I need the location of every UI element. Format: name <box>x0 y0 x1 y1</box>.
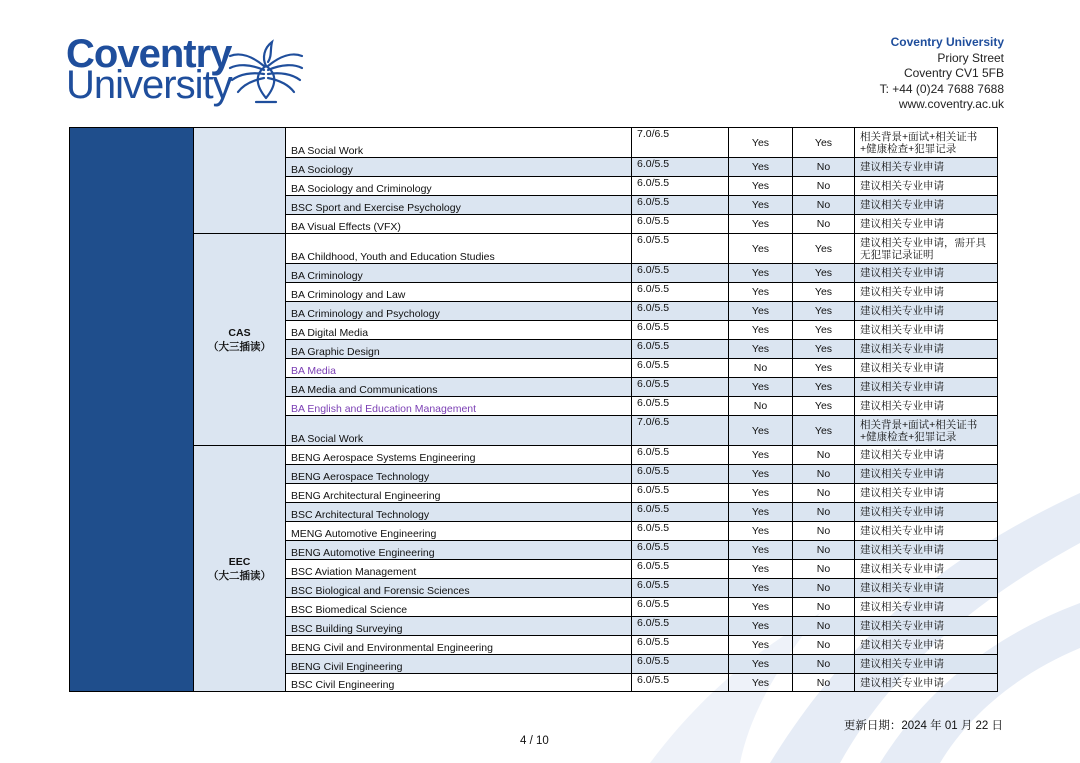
score-requirement: 6.0/5.5 <box>632 397 729 416</box>
course-name: BA Sociology <box>286 158 632 177</box>
course-name: BSC Building Surveying <box>286 617 632 636</box>
address-phone: T: +44 (0)24 7688 7688 <box>879 81 1004 96</box>
department-name: EEC <box>228 555 251 568</box>
flag-a: Yes <box>729 378 793 397</box>
flag-a: Yes <box>729 302 793 321</box>
course-name: BA Criminology and Law <box>286 283 632 302</box>
note-cell: 建议相关专业申请 <box>855 522 998 541</box>
score-requirement: 7.0/6.5 <box>632 416 729 446</box>
score-requirement: 6.0/5.5 <box>632 636 729 655</box>
course-name: BA Media and Communications <box>286 378 632 397</box>
flag-b: No <box>793 215 855 234</box>
flag-a: Yes <box>729 196 793 215</box>
department-cell <box>194 446 286 692</box>
table-row <box>70 446 998 465</box>
score-requirement: 6.0/5.5 <box>632 484 729 503</box>
flag-a: Yes <box>729 416 793 446</box>
update-date: 更新日期：2024 年 01 月 22 日 <box>843 720 1003 732</box>
note-cell: 建议相关专业申请 <box>855 674 998 692</box>
note-cell: 建议相关专业申请 <box>855 579 998 598</box>
course-name: BSC Sport and Exercise Psychology <box>286 196 632 215</box>
address-website[interactable]: www.coventry.ac.uk <box>898 97 1004 111</box>
note-cell: 建议相关专业申请 <box>855 465 998 484</box>
course-name: BSC Civil Engineering <box>286 674 632 692</box>
score-requirement: 6.0/5.5 <box>632 541 729 560</box>
flag-a: Yes <box>729 177 793 196</box>
score-requirement: 6.0/5.5 <box>632 196 729 215</box>
phoenix-icon <box>226 36 306 106</box>
logo-line-1: Coventry <box>66 32 232 76</box>
score-requirement: 6.0/5.5 <box>632 215 729 234</box>
department-name: CAS <box>228 326 251 339</box>
note-cell: 建议相关专业申请 <box>855 636 998 655</box>
flag-b: No <box>793 484 855 503</box>
flag-a: Yes <box>729 234 793 264</box>
coventry-logo <box>66 32 306 108</box>
score-requirement: 6.0/5.5 <box>632 264 729 283</box>
course-name: BA Visual Effects (VFX) <box>286 215 632 234</box>
flag-b: Yes <box>793 378 855 397</box>
score-requirement: 6.0/5.5 <box>632 234 729 264</box>
flag-b: No <box>793 674 855 692</box>
note-cell: 建议相关专业申请 <box>855 446 998 465</box>
note-cell: 相关背景+面试+相关证书+健康检查+犯罪记录 <box>855 416 998 446</box>
score-requirement: 6.0/5.5 <box>632 465 729 484</box>
score-requirement: 6.0/5.5 <box>632 340 729 359</box>
course-name: BA Graphic Design <box>286 340 632 359</box>
flag-b: No <box>793 541 855 560</box>
flag-a: Yes <box>729 503 793 522</box>
flag-b: No <box>793 655 855 674</box>
note-cell: 建议相关专业申请 <box>855 215 998 234</box>
score-requirement: 6.0/5.5 <box>632 655 729 674</box>
score-requirement: 6.0/5.5 <box>632 321 729 340</box>
score-requirement: 6.0/5.5 <box>632 598 729 617</box>
flag-b: No <box>793 503 855 522</box>
flag-a: Yes <box>729 158 793 177</box>
flag-b: No <box>793 177 855 196</box>
flag-b: Yes <box>793 128 855 158</box>
course-name: BA Media <box>286 359 632 378</box>
score-requirement: 6.0/5.5 <box>632 177 729 196</box>
table-row <box>70 128 998 158</box>
course-name: BA Social Work <box>286 128 632 158</box>
note-cell: 建议相关专业申请 <box>855 321 998 340</box>
flag-a: Yes <box>729 283 793 302</box>
note-cell: 建议相关专业申请 <box>855 264 998 283</box>
flag-b: Yes <box>793 397 855 416</box>
note-cell: 建议相关专业申请 <box>855 196 998 215</box>
flag-b: Yes <box>793 321 855 340</box>
note-cell: 建议相关专业申请 <box>855 177 998 196</box>
course-name: BA English and Education Management <box>286 397 632 416</box>
course-name: BENG Aerospace Technology <box>286 465 632 484</box>
note-cell: 建议相关专业申请 <box>855 503 998 522</box>
course-name: BENG Civil and Environmental Engineering <box>286 636 632 655</box>
flag-b: No <box>793 196 855 215</box>
flag-b: No <box>793 598 855 617</box>
score-requirement: 6.0/5.5 <box>632 674 729 692</box>
flag-a: Yes <box>729 522 793 541</box>
address-city: Coventry CV1 5FB <box>903 66 1004 80</box>
course-name: BSC Aviation Management <box>286 560 632 579</box>
flag-a: Yes <box>729 484 793 503</box>
course-table <box>69 127 997 690</box>
note-cell: 相关背景+面试+相关证书+健康检查+犯罪记录 <box>855 128 998 158</box>
flag-b: Yes <box>793 340 855 359</box>
course-table-body <box>70 128 998 692</box>
flag-a: Yes <box>729 446 793 465</box>
note-cell: 建议相关专业申请 <box>855 598 998 617</box>
department-sub: （大二插读） <box>208 569 271 582</box>
flag-a: Yes <box>729 579 793 598</box>
score-requirement: 6.0/5.5 <box>632 579 729 598</box>
course-name: BSC Biomedical Science <box>286 598 632 617</box>
course-name: BA Criminology <box>286 264 632 283</box>
note-cell: 建议相关专业申请 <box>855 340 998 359</box>
flag-b: No <box>793 617 855 636</box>
flag-a: Yes <box>729 636 793 655</box>
address-street: Priory Street <box>937 50 1004 65</box>
note-cell: 建议相关专业申请 <box>855 378 998 397</box>
page-number: 4 / 10 <box>520 735 549 747</box>
score-requirement: 6.0/5.5 <box>632 503 729 522</box>
address-org: Coventry University <box>890 35 1004 49</box>
score-requirement: 7.0/6.5 <box>632 128 729 158</box>
score-requirement: 6.0/5.5 <box>632 283 729 302</box>
flag-b: No <box>793 446 855 465</box>
flag-b: Yes <box>793 302 855 321</box>
score-requirement: 6.0/5.5 <box>632 359 729 378</box>
note-cell: 建议相关专业申请 <box>855 541 998 560</box>
course-name: BA Social Work <box>286 416 632 446</box>
department-sub: （大三插读） <box>208 340 271 353</box>
course-name: BENG Automotive Engineering <box>286 541 632 560</box>
course-name: BSC Architectural Technology <box>286 503 632 522</box>
flag-b: No <box>793 579 855 598</box>
score-requirement: 6.0/5.5 <box>632 302 729 321</box>
flag-b: Yes <box>793 264 855 283</box>
flag-a: Yes <box>729 655 793 674</box>
department-cell <box>194 234 286 446</box>
course-name: BA Criminology and Psychology <box>286 302 632 321</box>
flag-a: Yes <box>729 340 793 359</box>
flag-b: No <box>793 560 855 579</box>
course-name: BENG Civil Engineering <box>286 655 632 674</box>
note-cell: 建议相关专业申请 <box>855 283 998 302</box>
score-requirement: 6.0/5.5 <box>632 446 729 465</box>
score-requirement: 6.0/5.5 <box>632 560 729 579</box>
flag-a: Yes <box>729 321 793 340</box>
flag-a: Yes <box>729 674 793 692</box>
flag-b: Yes <box>793 283 855 302</box>
course-name: BSC Biological and Forensic Sciences <box>286 579 632 598</box>
score-requirement: 6.0/5.5 <box>632 617 729 636</box>
flag-a: Yes <box>729 264 793 283</box>
flag-a: Yes <box>729 541 793 560</box>
left-color-bar <box>70 128 194 692</box>
flag-a: Yes <box>729 598 793 617</box>
flag-b: No <box>793 522 855 541</box>
flag-a: Yes <box>729 465 793 484</box>
course-name: BA Sociology and Criminology <box>286 177 632 196</box>
flag-a: Yes <box>729 617 793 636</box>
note-cell: 建议相关专业申请 <box>855 617 998 636</box>
flag-b: Yes <box>793 359 855 378</box>
flag-b: No <box>793 158 855 177</box>
note-cell: 建议相关专业申请 <box>855 560 998 579</box>
course-name: BENG Architectural Engineering <box>286 484 632 503</box>
score-requirement: 6.0/5.5 <box>632 522 729 541</box>
flag-a: Yes <box>729 560 793 579</box>
flag-b: Yes <box>793 416 855 446</box>
course-name: MENG Automotive Engineering <box>286 522 632 541</box>
department-cell <box>194 128 286 234</box>
note-cell: 建议相关专业申请 <box>855 397 998 416</box>
logo-line-2: University <box>66 63 232 107</box>
course-name: BENG Aerospace Systems Engineering <box>286 446 632 465</box>
note-cell: 建议相关专业申请 <box>855 359 998 378</box>
flag-a: Yes <box>729 128 793 158</box>
flag-b: No <box>793 465 855 484</box>
score-requirement: 6.0/5.5 <box>632 378 729 397</box>
note-cell: 建议相关专业申请 <box>855 655 998 674</box>
note-cell: 建议相关专业申请 <box>855 302 998 321</box>
course-name: BA Digital Media <box>286 321 632 340</box>
flag-a: No <box>729 359 793 378</box>
flag-a: No <box>729 397 793 416</box>
score-requirement: 6.0/5.5 <box>632 158 729 177</box>
address-block <box>880 35 1004 113</box>
flag-b: No <box>793 636 855 655</box>
flag-b: Yes <box>793 234 855 264</box>
note-cell: 建议相关专业申请，需开具无犯罪记录证明 <box>855 234 998 264</box>
flag-a: Yes <box>729 215 793 234</box>
note-cell: 建议相关专业申请 <box>855 484 998 503</box>
note-cell: 建议相关专业申请 <box>855 158 998 177</box>
course-name: BA Childhood, Youth and Education Studies <box>286 234 632 264</box>
table-row <box>70 234 998 264</box>
